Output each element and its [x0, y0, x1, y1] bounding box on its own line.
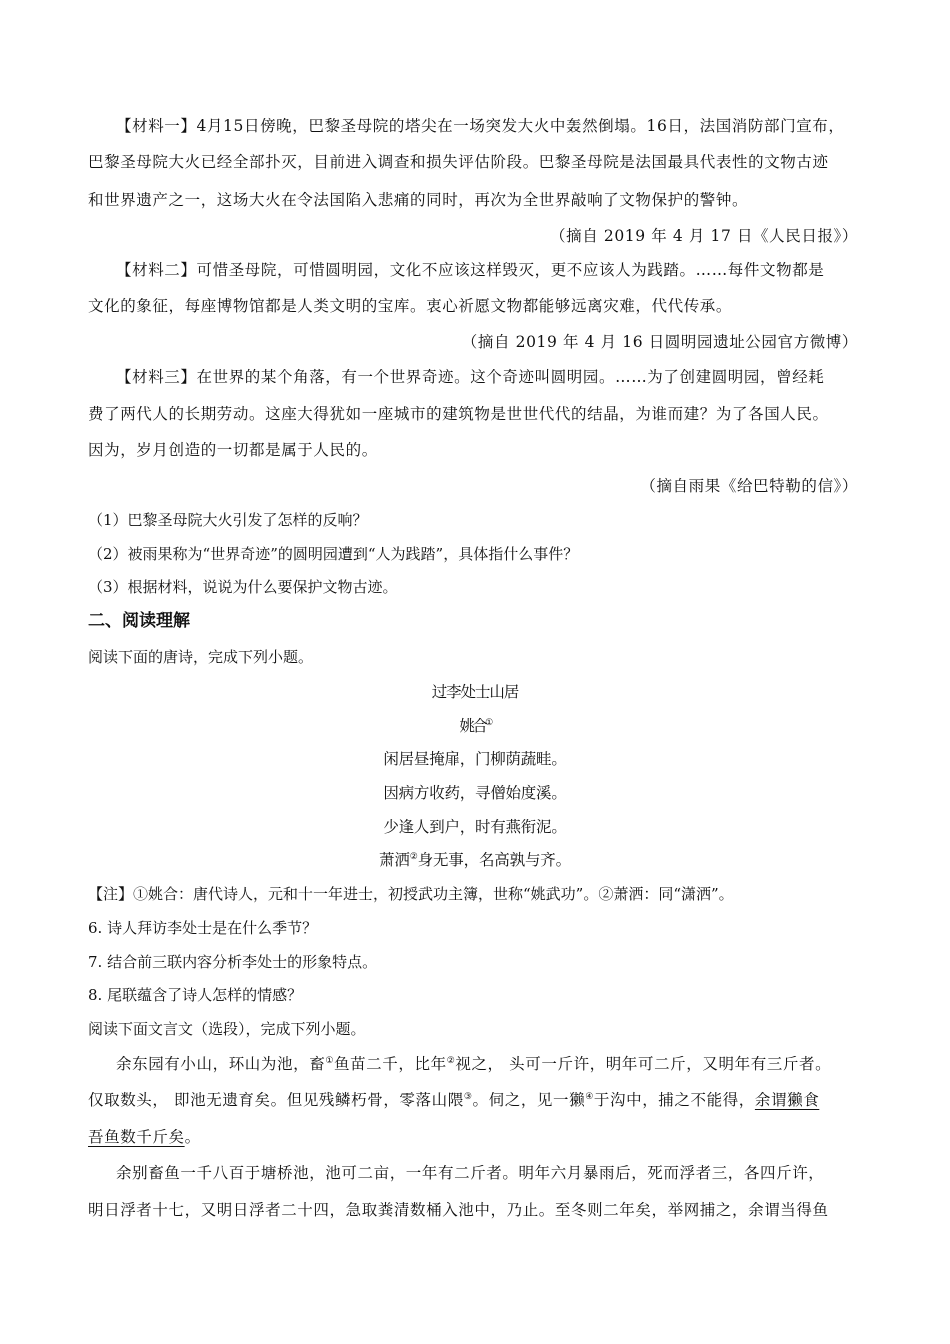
classical-line-2-b: 。伺之，见一獭	[472, 1091, 586, 1109]
footnote-marker-c1: ①	[325, 1055, 334, 1066]
material3-source: （摘自雨果《给巴特勒的信》）	[640, 477, 858, 495]
poem-line-4	[0, 850, 950, 870]
material2-source: （摘自 2019 年 4 月 16 日圆明园遗址公园官方微博）	[461, 333, 858, 351]
material1-line1: 【材料一】4月15日傍晚，巴黎圣母院的塔尖在一场突发大火中轰然倒塌。16日，法国消防部门宣布，	[116, 117, 845, 135]
question-1: （1）巴黎圣母院大火引发了怎样的反响？	[88, 511, 368, 529]
classical-line-1-c: 视之， 头可一斤许，明年可二斤，又明年有三斤者。	[455, 1055, 832, 1073]
section-intro: 阅读下面的唐诗，完成下列小题。	[88, 648, 314, 666]
poem-author-name: 姚合	[459, 717, 486, 735]
poem-line-4-start: 萧洒	[379, 851, 410, 869]
underlined-sentence-part-1: 余谓獭食	[754, 1091, 820, 1109]
material3-line2: 费了两代人的长期劳动。这座大得犹如一座城市的建筑物是世世代代的结晶，为谁而建？为了各国人民。	[88, 405, 829, 423]
classical-line-1-a: 余东园有小山，环山为池，畜	[116, 1055, 326, 1073]
classical-line-1	[116, 1054, 831, 1074]
classical-line-2	[88, 1090, 819, 1110]
question-6: 6. 诗人拜访李处士是在什么季节？	[88, 919, 318, 937]
question-7: 7. 结合前三联内容分析李处士的形象特点。	[88, 953, 378, 971]
poem-note: 【注】①姚合：唐代诗人，元和十一年进士，初授武功主簿，世称“姚武功”。②萧洒：同“潇洒”。	[88, 885, 734, 903]
material2-line1: 【材料二】可惜圣母院，可惜圆明园，文化不应该这样毁灭，更不应该人为践踏。……每件文物都是	[116, 261, 825, 279]
poem-line-4-end: 身无事，名高孰与齐。	[417, 851, 571, 869]
footnote-marker-c3: ③	[463, 1091, 473, 1102]
material3-line1: 【材料三】在世界的某个角落，有一个世界奇迹。这个奇迹叫圆明园。……为了创建圆明园，曾经耗	[116, 368, 825, 386]
footnote-marker-c4: ④	[585, 1091, 594, 1102]
footnote-marker-c2: ②	[446, 1055, 456, 1066]
material1-source: （摘自 2019 年 4 月 17 日《人民日报》）	[550, 227, 858, 245]
section-heading: 二、阅读理解	[88, 611, 190, 631]
classical-line-5: 明日浮者十七，又明日浮者二十四，急取粪清数桶入池中，乃止。至冬则二年矣，举网捕之，余谓当得鱼	[88, 1201, 829, 1219]
poem-author	[0, 716, 950, 736]
footnote-marker-2: ②	[409, 851, 418, 862]
classical-line-2-c: 于沟中，捕之不能得，	[593, 1091, 755, 1109]
material1-line2: 巴黎圣母院大火已经全部扑灭，目前进入调查和损失评估阶段。巴黎圣母院是法国最具代表性的文物古迹	[88, 153, 829, 171]
material1-line3: 和世界遗产之一，这场大火在令法国陷入悲痛的同时，再次为全世界敲响了文物保护的警钟。	[88, 191, 749, 209]
classical-line-4: 余别畜鱼一千八百于塘桥池，池可二亩，一年有二斤者。明年六月暴雨后，死而浮者三，各四斤许，	[116, 1164, 825, 1182]
question-3: （3）根据材料，说说为什么要保护文物古迹。	[88, 578, 398, 596]
poem-line-3: 少逢人到户，时有燕衔泥。	[383, 818, 567, 836]
poem-line-2: 因病方收药，寻僧始度溪。	[383, 784, 567, 802]
classical-line-3	[88, 1127, 201, 1147]
poem-line-1: 闲居昼掩扉，门柳荫蔬畦。	[383, 750, 567, 768]
material3-line3: 因为，岁月创造的一切都是属于人民的。	[88, 441, 378, 459]
poem-title: 过李处士山居	[431, 683, 519, 701]
classical-line-1-b: 鱼苗二千，比年	[333, 1055, 447, 1073]
classical-intro: 阅读下面文言文（选段），完成下列小题。	[88, 1020, 366, 1038]
classical-line-3-end: 。	[184, 1128, 201, 1146]
question-2: （2）被雨果称为“世界奇迹”的圆明园遭到“人为践踏”，具体指什么事件？	[88, 545, 579, 563]
underlined-sentence-part-2: 吾鱼数千斤矣	[88, 1128, 185, 1146]
material2-line2: 文化的象征，每座博物馆都是人类文明的宝库。衷心祈愿文物都能够远离灾难，代代传承。	[88, 297, 733, 315]
question-8: 8. 尾联蕴含了诗人怎样的情感？	[88, 986, 303, 1004]
classical-line-2-a: 仅取数头， 即池无遗育矣。但见残鳞朽骨，零落山隈	[88, 1091, 464, 1109]
footnote-marker-1: ①	[485, 717, 491, 728]
